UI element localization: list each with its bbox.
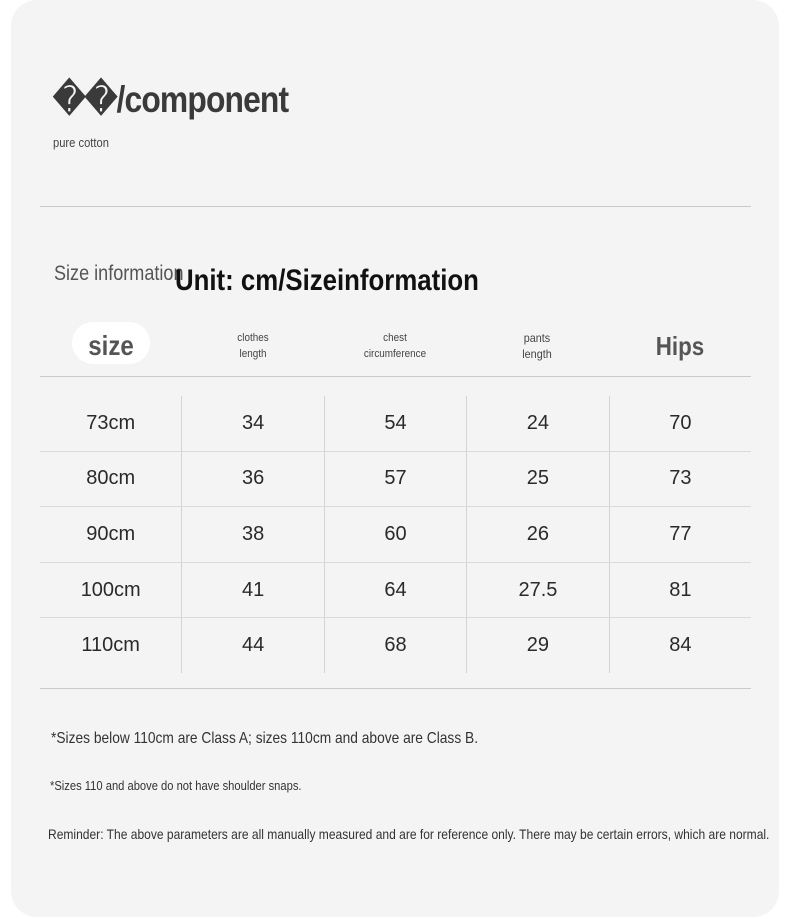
table-cell: 24 [467, 396, 609, 451]
table-row [40, 507, 751, 563]
material-text: pure cotton [53, 135, 109, 150]
table-row [40, 563, 751, 619]
size-table [40, 396, 751, 673]
table-cell: 60 [325, 507, 467, 562]
column-header-line: length [522, 347, 552, 361]
column-header-line: pants [523, 331, 551, 345]
table-cell: 110cm [40, 618, 182, 673]
table-cell: 100cm [40, 563, 182, 618]
column-header-line: circumference [363, 348, 427, 360]
unit-label: Unit: cm/Sizeinformation [175, 264, 479, 297]
size-information-label: Size informatiоn [54, 262, 184, 285]
table-cell: 29 [467, 618, 609, 673]
table-cell: 84 [669, 634, 692, 657]
table-cell: 44 [182, 618, 324, 673]
table-cell: 38 [182, 507, 324, 562]
table-cell: 90cm [40, 507, 182, 562]
table-bottom-divider [40, 688, 751, 689]
table-cell: 34 [182, 396, 324, 451]
table-cell: 41 [182, 563, 324, 618]
table-cell: 68 [325, 618, 467, 673]
shoulder-snap-note: *Sizes 110 and above do not have shoulder snaps. [50, 778, 302, 793]
table-cell: 80cm [40, 452, 182, 507]
column-header-hips: Hips [655, 330, 705, 361]
table-cell: 25 [467, 452, 609, 507]
table-cell: 77 [669, 522, 692, 545]
table-cell: 57 [325, 452, 467, 507]
table-cell: 73 [669, 467, 692, 490]
table-cell: 27.5 [467, 563, 609, 618]
table-cell: 36 [182, 452, 324, 507]
column-header-clothes-length [189, 322, 317, 370]
class-note: *Sizes below 110cm are Class A; sizes 110cm and above are Class B. [51, 730, 479, 747]
table-cell: 70 [669, 411, 692, 434]
column-header-line: clothes [237, 332, 269, 344]
table-row [40, 396, 751, 452]
table-cell: 73cm [40, 396, 182, 451]
column-header-chest-circumference [331, 322, 459, 370]
component-title: ��/component [53, 79, 289, 120]
table-row [40, 618, 751, 673]
table-cell: 54 [325, 396, 467, 451]
section-divider [40, 206, 751, 207]
column-header-pants-length [473, 322, 601, 370]
column-header-line: chest [383, 332, 407, 344]
reminder-note: Reminder: The above parameters are all manually measured and are for reference only. There may be certain errors, which are normal. [48, 826, 770, 842]
column-header-size: size [88, 330, 134, 361]
table-cell: 64 [325, 563, 467, 618]
column-header-line: length [239, 348, 267, 360]
table-cell: 81 [669, 578, 692, 601]
header-divider [40, 376, 751, 377]
table-cell: 26 [467, 507, 609, 562]
table-row [40, 452, 751, 508]
